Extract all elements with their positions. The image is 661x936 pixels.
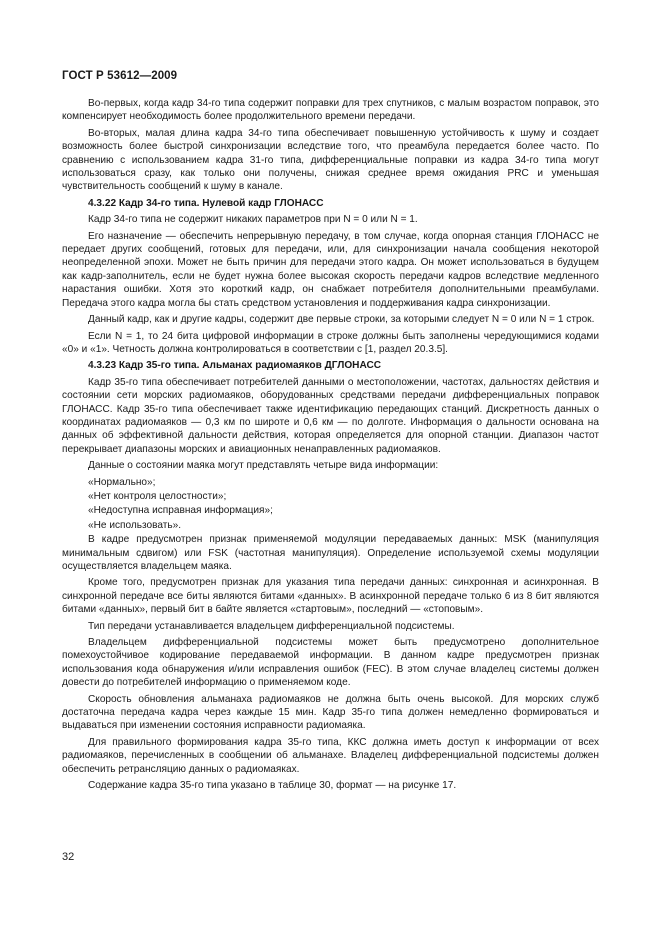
- list-item: «Не использовать».: [88, 519, 182, 531]
- paragraph: Во-первых, когда кадр 34-го типа содержит поправки для трех спутников, с малым возрастом поправок, это компенсирует необходимость более продолжительного времени передачи.: [62, 98, 599, 123]
- paragraph: Для правильного формирования кадра 35-го типа, ККС должна иметь доступ к информации от всех радиомаяков, перечисленных в сообщении об альманахе. Владелец дифференциальной подсистемы должен обеспечить ретрансляцию данных о радиомаяках.: [62, 736, 599, 775]
- paragraph: Если N = 1, то 24 бита цифровой информации в строке должны быть заполнены чередующимися кодами «0» и «1». Четность должна контролироваться в соответствии с [1, раздел 20.3.5].: [62, 330, 599, 355]
- paragraph: В кадре предусмотрен признак применяемой модуляции передаваемых данных: MSK (манипуляция минимальным сдвигом) или FSK (частотная манипуляция). Определение используемой схемы модуляции осуществляется владельцем маяка.: [62, 534, 599, 572]
- paragraph: Данный кадр, как и другие кадры, содержит две первые строки, за которыми следует N = 0 или N = 1 строк.: [88, 314, 595, 326]
- paragraph: Содержание кадра 35-го типа указано в таблице 30, формат — на рисунке 17.: [88, 780, 457, 792]
- paragraph: Кадр 34-го типа не содержит никаких параметров при N = 0 или N = 1.: [88, 214, 418, 226]
- paragraph: Тип передачи устанавливается владельцем дифференциальной подсистемы.: [88, 620, 455, 632]
- paragraph: Его назначение — обеспечить непрерывную передачу, в том случае, когда опорная станция ГЛОНАСС не передает других сообщений, готовых для передачи, или, для синхронизации начала сообщения некоторой неопределенной эпохи. Может не быть причин для передачи этого кадра. Он может использоваться в будущем как кадр-заполнитель, если не будет нужна более высокая скорость передачи кадров вследствие медленного нарастания ошибки. Хотя это короткий кадр, он снабжает потребителя дополнительными преамбулами. Передача этого кадра могла бы стать средством установления и поддерживания кадра синхронизации.: [62, 230, 599, 309]
- paragraph: Кроме того, предусмотрен признак для указания типа передачи данных: синхронная и асинхронная. В синхронной передаче все биты являются битами «данных». В асинхронной передаче только 6 из 8 бит являются битами «данных», первый бит в байте является «стартовым», последний — «стоповым».: [62, 577, 599, 616]
- paragraph: Во-вторых, малая длина кадра 34-го типа обеспечивает повышенную устойчивость к шуму и создает возможность более быстрой синхронизации вследствие того, что преамбула передается более часто. По сравнению с использованием кадра 31-го типа, дифференциальные поправки из кадра 34-го типа могут использоваться сразу, как только они получены, снижая среднее время ожидания PRC и уменьшая чувствительность сообщений к шуму в канале.: [62, 127, 599, 193]
- paragraph: Кадр 35-го типа обеспечивает потребителей данными о местоположении, частотах, дальностях действия и состоянии сети морских радиомаяков, оборудованных средствами передачи дифференциальных поправок ГЛОНАСС. Кадр 35-го типа обеспечивает также идентификацию передающих станций. Дискретность данных о координатах радиомаяков — 0,3 км по широте и 0,6 км — по долготе. Информация о дальности основана на данных об эффективной дальности действия, которая определяется для опорной станции. Диапазон частот перекрывает диапазоны морских и авиационных ненаправленных радиомаяков.: [62, 376, 599, 455]
- list-item: «Нормально»;: [88, 476, 156, 488]
- list-item: «Нет контроля целостности»;: [88, 490, 227, 502]
- paragraph: Данные о состоянии маяка могут представлять четыре вида информации:: [88, 460, 439, 472]
- paragraph: Скорость обновления альманаха радиомаяков не должна быть очень высокой. Для морских служб достаточна передача кадра через каждые 15 мин. Кадр 35-го типа должен немедленно формироваться и выдаваться при изменении состояния исправности радиомаяка.: [62, 693, 599, 732]
- list-item: «Недоступна исправная информация»;: [88, 505, 273, 517]
- document-body: [62, 97, 599, 796]
- section-heading: 4.3.23 Кадр 35-го типа. Альманах радиомаяков ДГЛОНАСС: [88, 360, 382, 372]
- standard-header: ГОСТ Р 53612—2009: [62, 70, 178, 82]
- section-heading: 4.3.22 Кадр 34-го типа. Нулевой кадр ГЛОНАСС: [88, 197, 324, 209]
- page-number: 32: [62, 851, 75, 863]
- paragraph: Владельцем дифференциальной подсистемы может быть предусмотрено дополнительное помехоустойчивое кодирование передаваемой информации. В данном кадре предусмотрен признак использования кода обнаружения и/или исправления ошибок (FEC). В этом случае владелец системы должен довести до потребителей информацию о применяемом коде.: [62, 637, 599, 689]
